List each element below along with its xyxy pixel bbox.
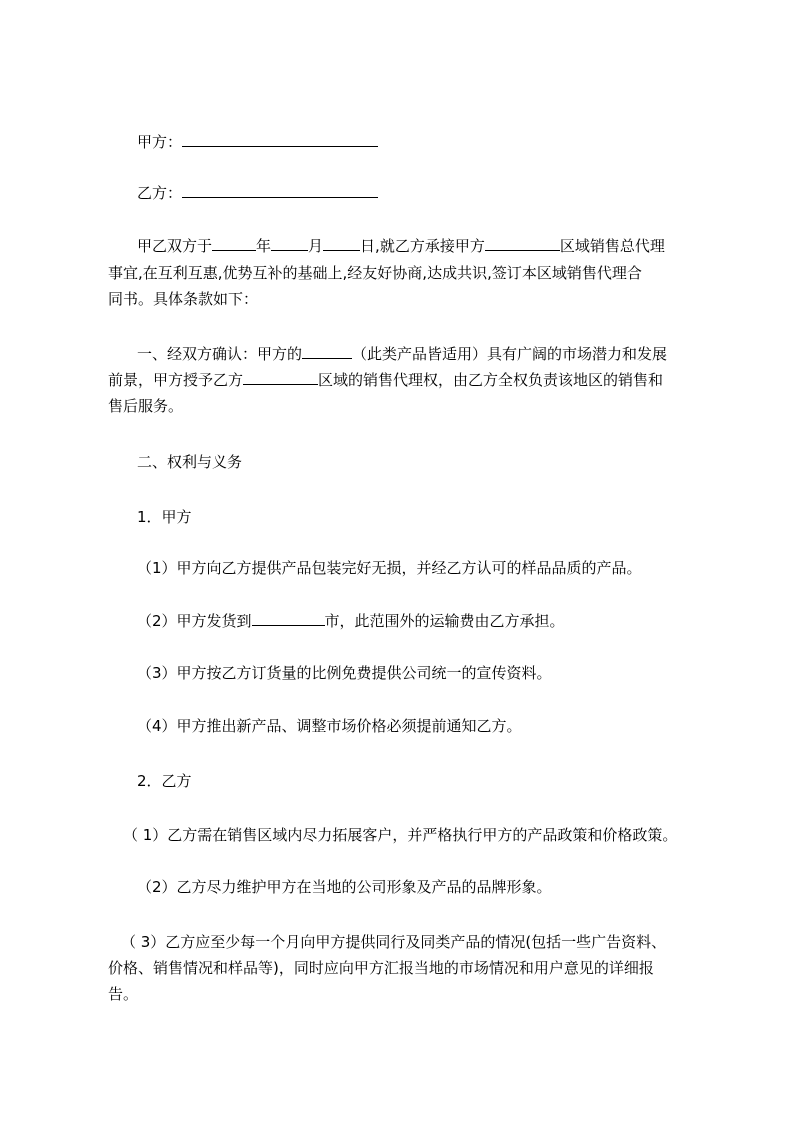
product-blank <box>302 344 352 359</box>
intro-text-end: 区域销售总代理 <box>559 237 665 255</box>
intro-text: 甲乙双方于 <box>137 237 213 255</box>
party-b-line <box>137 183 378 203</box>
party-a-item-1: （1）甲方向乙方提供产品包装完好无损，并经乙方认可的样品品质的产品。 <box>137 559 642 577</box>
party-b-item-3-line-3: 告。 <box>108 985 139 1003</box>
year-label: 年 <box>256 237 272 255</box>
section2-title: 二、权利与义务 <box>137 453 243 471</box>
party-b-item-1: （ 1）乙方需在销售区域内尽力拓展客户，并严格执行甲方的产品政策和价格政策。 <box>123 826 678 844</box>
clause1-text-b: （此类产品皆适用）具有广阔的市场潜力和发展 <box>352 345 668 363</box>
party-b-label: 乙方： <box>137 184 183 202</box>
clause1-line-3: 售后服务。 <box>108 397 184 415</box>
party-a-section-title: 1．甲方 <box>137 508 192 526</box>
region-blank-2 <box>243 370 318 385</box>
city-blank <box>252 611 325 626</box>
party-a-item-4: （4）甲方推出新产品、调整市场价格必须提前通知乙方。 <box>137 717 522 735</box>
item2-text-a: （2）甲方发货到 <box>137 612 252 630</box>
party-a-label: 甲方： <box>137 133 183 151</box>
clause1-text-d: 区域的销售代理权，由乙方全权负责该地区的销售和 <box>318 371 664 389</box>
region-blank <box>485 236 560 251</box>
month-blank <box>271 236 308 251</box>
day-blank <box>323 236 360 251</box>
item2-text-b: 市，此范围外的运输费由乙方承担。 <box>324 612 565 630</box>
intro-line-3: 同书。具体条款如下： <box>108 290 259 308</box>
clause1-line-2 <box>108 370 663 390</box>
month-label: 月 <box>308 237 324 255</box>
clause1-text-c: 前景，甲方授予乙方 <box>108 371 244 389</box>
party-a-item-2 <box>137 611 565 631</box>
party-a-line <box>137 132 378 152</box>
intro-line-1 <box>137 236 665 256</box>
party-b-section-title: 2．乙方 <box>137 772 192 790</box>
party-b-blank <box>182 183 378 198</box>
party-a-item-3: （3）甲方按乙方订货量的比例免费提供公司统一的宣传资料。 <box>137 664 552 682</box>
party-b-item-3-line-1: （ 3）乙方应至少每一个月向甲方提供同行及同类产品的情况(包括一些广告资料、 <box>121 933 667 951</box>
party-b-item-2: （2）乙方尽力维护甲方在当地的公司形象及产品的品牌形象。 <box>137 878 552 896</box>
clause1-line-1 <box>137 344 667 364</box>
party-a-blank <box>182 132 378 147</box>
party-b-item-3-line-2: 价格、销售情况和样品等)，同时应向甲方汇报当地的市场情况和用户意见的详细报 <box>108 959 654 977</box>
year-blank <box>212 236 256 251</box>
day-label: 日,就乙方承接甲方 <box>360 237 485 255</box>
clause1-text-a: 一、经双方确认：甲方的 <box>137 345 303 363</box>
intro-line-2: 事宜,在互利互惠,优势互补的基础上,经友好协商,达成共识,签订本区域销售代理合 <box>108 264 642 282</box>
